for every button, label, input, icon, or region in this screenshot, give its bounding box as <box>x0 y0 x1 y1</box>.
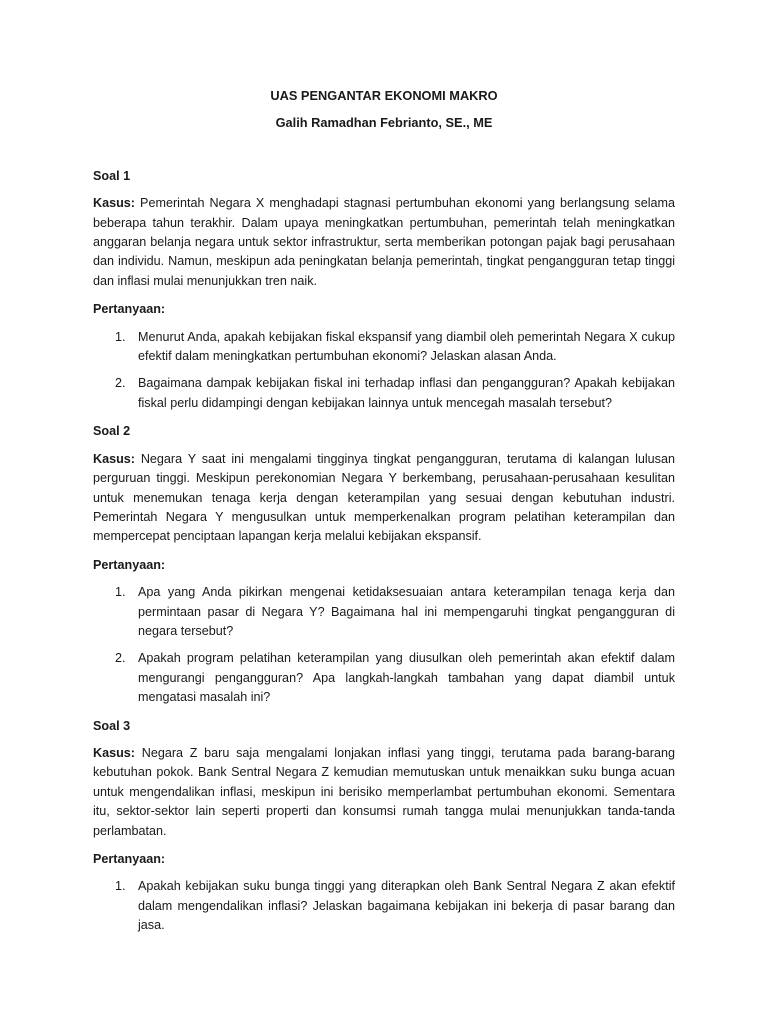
case-label: Kasus: <box>93 196 135 211</box>
question-item <box>93 328 675 367</box>
section-heading: Soal 3 <box>93 718 131 733</box>
question-number: 2. <box>115 376 126 391</box>
section-heading: Soal 1 <box>93 168 131 183</box>
case-paragraph <box>93 194 675 291</box>
document-title: UAS PENGANTAR EKONOMI MAKRO <box>270 88 498 103</box>
question-item <box>93 877 675 935</box>
case-paragraph <box>93 450 675 547</box>
questions-label: Pertanyaan: <box>93 302 166 317</box>
question-list <box>93 328 675 414</box>
question-text: Bagaimana dampak kebijakan fiskal ini terhadap inflasi dan pengangguran? Apakah kebijakan fiskal perlu didampingi dengan kebijakan lainnya untuk mencegah masalah tersebut? <box>138 376 675 410</box>
questions-label: Pertanyaan: <box>93 852 166 866</box>
question-number: 1. <box>115 329 126 344</box>
question-list <box>93 877 675 935</box>
question-text: Apakah program pelatihan keterampilan yang diusulkan oleh pemerintah akan efektif dalam mengurangi pengangguran? Apa langkah-langkah tambahan yang dapat diambil untuk mengatasi masalah ini? <box>138 651 675 705</box>
case-paragraph <box>93 744 675 841</box>
section-soal-2 <box>93 422 675 707</box>
question-number: 1. <box>115 879 126 894</box>
questions-label: Pertanyaan: <box>93 557 166 572</box>
question-text: Apa yang Anda pikirkan mengenai ketidaksesuaian antara keterampilan tenaga kerja dan permintaan pasar di Negara Y? Bagaimana hal ini mempengaruhi tingkat pengangguran di negara tersebut? <box>138 585 675 638</box>
case-text: Negara Z baru saja mengalami lonjakan inflasi yang tinggi, terutama pada barang-barang kebutuhan pokok. Bank Sentral Negara Z kemudian memutuskan untuk menaikkan suku bunga acuan untuk mengendalikan inflasi, meskipun ini berisiko memperlambat pertumbuhan ekonomi. Sementara itu, sektor-sektor lain seperti properti dan konsumsi rumah tangga mulai menunjukkan tanda-tanda perlambatan. <box>93 745 675 838</box>
question-item <box>93 649 675 707</box>
question-item <box>93 374 675 413</box>
question-text: Menurut Anda, apakah kebijakan fiskal ekspansif yang diambil oleh pemerintah Negara X cukup efektif dalam meningkatkan pertumbuhan ekonomi? Jelaskan alasan Anda. <box>138 329 675 364</box>
section-soal-1 <box>93 167 675 413</box>
question-text: Apakah kebijakan suku bunga tinggi yang diterapkan oleh Bank Sentral Negara Z akan efektif dalam mengendalikan inflasi? Jelaskan bagaimana kebijakan ini bekerja di pasar barang dan jasa. <box>138 879 675 933</box>
question-number: 2. <box>115 651 126 666</box>
question-item <box>93 583 675 641</box>
case-text: Pemerintah Negara X menghadapi stagnasi pertumbuhan ekonomi yang berlangsung selama beberapa tahun terakhir. Dalam upaya meningkatkan pertumbuhan, pemerintah telah meningkatkan anggaran belanja negara untuk sektor infrastruktur, serta memberikan potongan pajak bagi perusahaan dan individu. Namun, meskipun ada peningkatan belanja pemerintah, tingkat pengangguran tetap tinggi dan inflasi mulai menunjukkan tren naik. <box>93 196 675 288</box>
case-label: Kasus: <box>93 745 135 760</box>
case-label: Kasus: <box>93 451 135 466</box>
document-author: Galih Ramadhan Febrianto, SE., ME <box>275 115 493 131</box>
section-heading: Soal 2 <box>93 424 131 439</box>
case-text: Negara Y saat ini mengalami tingginya tingkat pengangguran, terutama di kalangan lulusan perguruan tinggi. Meskipun perekonomian Negara Y berkembang, perusahaan-perusahaan kesulitan untuk menemukan tenaga kerja dengan keterampilan yang sesuai dengan kebutuhan industri. Pemerintah Negara Y mengusulkan untuk memperkenalkan program pelatihan keterampilan dan mempercepat penciptaan lapangan kerja melalui kebijakan ekspansif. <box>93 451 675 544</box>
section-soal-3 <box>93 717 675 936</box>
question-list <box>93 583 675 707</box>
document-content <box>93 86 675 945</box>
question-number: 1. <box>115 585 126 600</box>
